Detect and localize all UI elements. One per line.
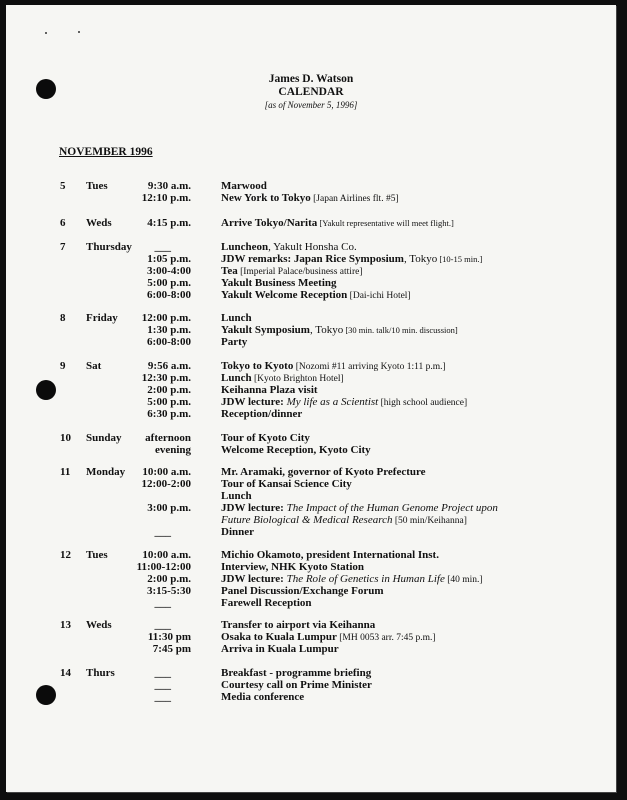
schedule-row xyxy=(6,490,616,502)
event-description xyxy=(221,585,384,597)
day-group xyxy=(6,241,616,301)
day-name: Sat xyxy=(86,360,102,372)
day-number: 7 xyxy=(60,241,66,253)
event-description xyxy=(221,384,318,396)
event-description xyxy=(221,490,252,502)
event-time: 6:00-8:00 xyxy=(147,289,191,301)
document-page xyxy=(6,5,616,792)
schedule-row xyxy=(6,312,616,324)
schedule-row xyxy=(6,619,616,631)
event-time: 12:00 p.m. xyxy=(141,312,191,324)
schedule-row xyxy=(6,277,616,289)
event-description xyxy=(221,217,454,229)
schedule-row xyxy=(6,265,616,277)
event-title: Marwood xyxy=(221,180,267,192)
event-time: 9:56 a.m. xyxy=(147,360,191,372)
event-time: ___ xyxy=(154,679,171,691)
event-description xyxy=(221,478,352,490)
event-description xyxy=(221,466,426,478)
lecture-title: The Role of Genetics in Human Life xyxy=(283,573,445,585)
event-title: Interview, NHK Kyoto Station xyxy=(221,561,364,573)
event-time: 12:00-2:00 xyxy=(141,478,191,490)
event-description xyxy=(221,336,247,348)
event-note: [10-15 min.] xyxy=(437,254,483,264)
schedule-row xyxy=(6,241,616,253)
day-name: Monday xyxy=(86,466,126,478)
schedule-row xyxy=(6,643,616,655)
schedule-row xyxy=(6,372,616,384)
event-time: 9:30 a.m. xyxy=(147,180,191,192)
event-description xyxy=(221,253,482,265)
event-description xyxy=(221,312,252,324)
event-note: [Kyoto Brighton Hotel] xyxy=(251,374,344,384)
schedule-row xyxy=(6,631,616,643)
event-description xyxy=(221,324,458,336)
schedule-row xyxy=(6,408,616,420)
speck xyxy=(78,31,80,33)
event-note: [high school audience] xyxy=(378,398,468,408)
event-title: Transfer to airport via Keihanna xyxy=(221,619,376,631)
day-group xyxy=(6,619,616,655)
event-description xyxy=(221,408,302,420)
event-description xyxy=(221,432,310,444)
event-description xyxy=(221,643,339,655)
day-name: Tues xyxy=(86,549,108,561)
event-title: Yakult Business Meeting xyxy=(221,277,337,289)
event-description xyxy=(221,526,254,538)
lecture-title: The Impact of the Human Genome Project upon xyxy=(283,502,498,514)
event-title: Panel Discussion/Exchange Forum xyxy=(221,585,384,597)
event-note: [Dai-ichi Hotel] xyxy=(347,291,411,301)
event-time: 3:00 p.m. xyxy=(147,502,191,514)
event-note: [Yakult representative will meet flight.] xyxy=(317,218,454,228)
event-time: ___ xyxy=(154,597,171,609)
day-number: 12 xyxy=(60,549,71,561)
schedule-row xyxy=(6,691,616,703)
day-number: 13 xyxy=(60,619,71,631)
event-title: Tour of Kyoto City xyxy=(221,432,310,444)
day-group xyxy=(6,180,616,204)
event-note: [30 min. talk/10 min. discussion] xyxy=(343,325,458,335)
event-time: 5:00 p.m. xyxy=(147,277,191,289)
event-description xyxy=(221,502,498,514)
schedule-row xyxy=(6,573,616,585)
schedule-row xyxy=(6,549,616,561)
event-time: 7:45 pm xyxy=(152,643,191,655)
day-name: Friday xyxy=(86,312,118,324)
event-title: Osaka to Kuala Lumpur xyxy=(221,631,337,643)
event-title: Keihanna Plaza visit xyxy=(221,384,318,396)
schedule-row xyxy=(6,324,616,336)
event-title: Lunch xyxy=(221,490,252,502)
event-title: Mr. Aramaki, governor of Kyoto Prefecture xyxy=(221,466,426,478)
schedule-row xyxy=(6,561,616,573)
day-number: 10 xyxy=(60,432,71,444)
day-number: 14 xyxy=(60,667,71,679)
event-title: Tour of Kansai Science City xyxy=(221,478,352,490)
event-time: 12:30 p.m. xyxy=(141,372,191,384)
event-time: ___ xyxy=(154,667,171,679)
schedule-row xyxy=(6,217,616,229)
doc-author: James D. Watson xyxy=(268,73,354,85)
day-number: 8 xyxy=(60,312,66,324)
event-description xyxy=(221,679,372,691)
event-description xyxy=(221,180,267,192)
event-title: Tea xyxy=(221,265,238,277)
event-note: [Nozomi #11 arriving Kyoto 1:11 p.m.] xyxy=(293,362,446,372)
schedule-row xyxy=(6,478,616,490)
event-time: 1:30 p.m. xyxy=(147,324,191,336)
schedule-row xyxy=(6,180,616,192)
event-time: 5:00 p.m. xyxy=(147,396,191,408)
event-title: Yakult Welcome Reception xyxy=(221,289,348,301)
lecture-title: Future Biological & Medical Research xyxy=(221,514,393,526)
event-time: ___ xyxy=(154,526,171,538)
event-time: 6:00-8:00 xyxy=(147,336,191,348)
event-title: Tokyo to Kyoto xyxy=(221,360,294,372)
event-title: JDW lecture: xyxy=(221,502,284,514)
event-title: JDW remarks: Japan Rice Symposium xyxy=(221,253,404,265)
day-name: Sunday xyxy=(86,432,122,444)
event-title: Party xyxy=(221,336,248,348)
event-title: Breakfast - programme briefing xyxy=(221,667,372,679)
event-location: , Tokyo xyxy=(309,324,344,336)
month-heading: NOVEMBER 1996 xyxy=(59,146,153,158)
event-time: 2:00 p.m. xyxy=(147,384,191,396)
speck xyxy=(45,32,47,34)
event-title: Yakult Symposium xyxy=(221,324,310,336)
event-title: Michio Okamoto, president International Inst. xyxy=(221,549,439,561)
schedule-row xyxy=(6,432,616,444)
schedule-row xyxy=(6,444,616,456)
event-title: Lunch xyxy=(221,312,252,324)
schedule-row xyxy=(6,253,616,265)
event-time: 4:15 p.m. xyxy=(147,217,191,229)
schedule-row xyxy=(6,289,616,301)
day-name: Weds xyxy=(86,217,112,229)
day-group xyxy=(6,432,616,456)
lecture-title: My life as a Scientist xyxy=(283,396,379,408)
schedule-row xyxy=(6,597,616,609)
day-number: 5 xyxy=(60,180,66,192)
event-title: JDW lecture: xyxy=(221,396,284,408)
event-title: Luncheon xyxy=(221,241,269,253)
schedule-row xyxy=(6,526,616,538)
schedule-row xyxy=(6,384,616,396)
schedule-row xyxy=(6,336,616,348)
schedule-row xyxy=(6,585,616,597)
day-group xyxy=(6,667,616,703)
event-time: 11:30 pm xyxy=(147,631,191,643)
event-time: 2:00 p.m. xyxy=(147,573,191,585)
event-description xyxy=(221,444,371,456)
event-title: Courtesy call on Prime Minister xyxy=(221,679,372,691)
event-time: 1:05 p.m. xyxy=(147,253,191,265)
event-title: Reception/dinner xyxy=(221,408,303,420)
day-number: 9 xyxy=(60,360,66,372)
schedule-row xyxy=(6,679,616,691)
event-title: Welcome Reception, Kyoto City xyxy=(221,444,371,456)
day-name: Thursday xyxy=(86,241,132,253)
event-note: [Imperial Palace/business attire] xyxy=(237,267,363,277)
event-location: , Tokyo xyxy=(403,253,438,265)
event-title: Lunch xyxy=(221,372,252,384)
event-note: [Japan Airlines flt. #5] xyxy=(310,194,399,204)
event-description xyxy=(221,277,337,289)
schedule-row xyxy=(6,466,616,478)
event-time: evening xyxy=(154,444,191,456)
day-name: Thurs xyxy=(86,667,115,679)
event-title: Arrive Tokyo/Narita xyxy=(221,217,318,229)
event-time: ___ xyxy=(154,619,171,631)
event-title: Dinner xyxy=(221,526,254,538)
event-description xyxy=(221,667,371,679)
event-time: 11:00-12:00 xyxy=(136,561,191,573)
event-description xyxy=(221,597,312,609)
event-description xyxy=(221,192,399,205)
day-group xyxy=(6,549,616,609)
event-note: [40 min.] xyxy=(444,575,483,585)
doc-asof: [as of November 5, 1996] xyxy=(264,100,358,110)
event-description xyxy=(221,619,375,631)
day-number: 11 xyxy=(60,466,71,478)
event-note: [50 min/Keihanna] xyxy=(392,516,467,526)
event-title: New York to Tokyo xyxy=(221,192,311,204)
event-time: ___ xyxy=(154,691,171,703)
event-time: ___ xyxy=(154,241,171,253)
day-group xyxy=(6,466,616,538)
day-group xyxy=(6,312,616,348)
event-title: Arriva in Kuala Lumpur xyxy=(221,643,339,655)
day-name: Weds xyxy=(86,619,112,631)
event-time: afternoon xyxy=(145,432,191,444)
event-time: 12:10 p.m. xyxy=(141,192,191,204)
schedule-row xyxy=(6,502,616,514)
event-description xyxy=(221,691,304,703)
day-group xyxy=(6,360,616,420)
schedule-row xyxy=(6,667,616,679)
schedule-row xyxy=(6,360,616,372)
event-note: [MH 0053 arr. 7:45 p.m.] xyxy=(336,633,436,643)
schedule-row xyxy=(6,396,616,408)
day-group xyxy=(6,217,616,229)
event-description xyxy=(221,289,411,302)
event-description xyxy=(221,561,364,573)
event-description xyxy=(221,241,357,253)
event-description xyxy=(221,549,439,561)
event-time: 10:00 a.m. xyxy=(142,549,191,561)
event-title: Media conference xyxy=(221,691,305,703)
event-time: 6:30 p.m. xyxy=(147,408,191,420)
event-time: 3:00-4:00 xyxy=(147,265,191,277)
schedule-row xyxy=(6,192,616,204)
event-time: 10:00 a.m. xyxy=(142,466,191,478)
day-name: Tues xyxy=(86,180,108,192)
event-time: 3:15-5:30 xyxy=(147,585,191,597)
doc-title: CALENDAR xyxy=(278,86,344,98)
event-title: Farewell Reception xyxy=(221,597,312,609)
event-location: , Yakult Honsha Co. xyxy=(268,241,357,253)
day-number: 6 xyxy=(60,217,66,229)
event-title: JDW lecture: xyxy=(221,573,284,585)
schedule-row xyxy=(6,514,616,526)
